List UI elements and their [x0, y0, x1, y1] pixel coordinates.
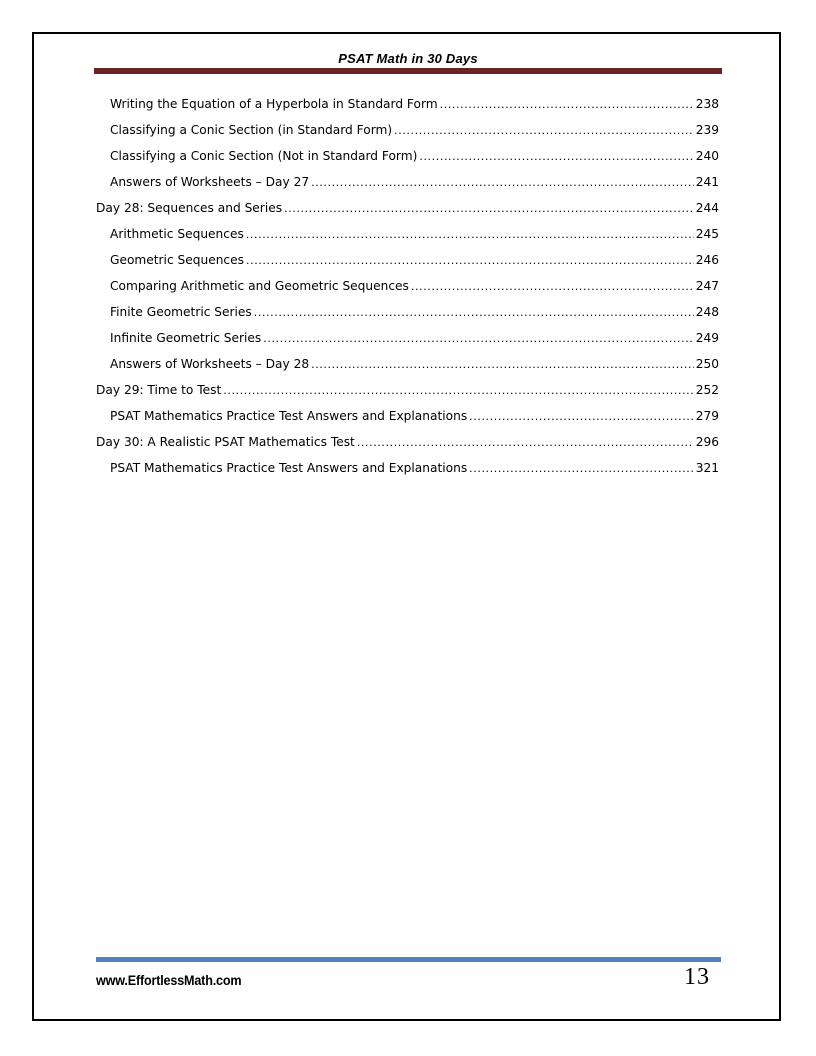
- toc-entry-page: 246: [694, 250, 719, 270]
- toc-dot-leader: [246, 251, 694, 271]
- toc-entry-page: 296: [694, 432, 719, 452]
- toc-dot-leader: [223, 381, 693, 401]
- footer-website[interactable]: www.EffortlessMath.com: [96, 972, 242, 988]
- toc-entry-title: Classifying a Conic Section (in Standard Form): [110, 120, 394, 140]
- toc-section-entry[interactable]: [96, 146, 719, 172]
- toc-entry-page: 247: [694, 276, 719, 296]
- toc-entry-title: Day 29: Time to Test: [96, 380, 223, 400]
- toc-entry-page: 249: [694, 328, 719, 348]
- toc-section-entry[interactable]: [96, 328, 719, 354]
- toc-entry-page: 240: [694, 146, 719, 166]
- toc-entry-page: 279: [694, 406, 719, 426]
- toc-day-entry[interactable]: [96, 198, 719, 224]
- toc-entry-page: 241: [694, 172, 719, 192]
- toc-entry-title: Infinite Geometric Series: [110, 328, 263, 348]
- toc-entry-title: Finite Geometric Series: [110, 302, 254, 322]
- toc-entry-page: 252: [694, 380, 719, 400]
- toc-dot-leader: [419, 147, 693, 167]
- toc-entry-page: 245: [694, 224, 719, 244]
- toc-section-entry[interactable]: [96, 406, 719, 432]
- toc-dot-leader: [246, 225, 694, 245]
- toc-dot-leader: [311, 355, 694, 375]
- toc-entry-page: 239: [694, 120, 719, 140]
- toc-entry-title: Day 30: A Realistic PSAT Mathematics Test: [96, 432, 357, 452]
- toc-section-entry[interactable]: [96, 458, 719, 484]
- toc-section-entry[interactable]: [96, 120, 719, 146]
- toc-dot-leader: [411, 277, 694, 297]
- toc-entry-title: Classifying a Conic Section (Not in Standard Form): [110, 146, 419, 166]
- toc-section-entry[interactable]: [96, 94, 719, 120]
- toc-entry-title: Arithmetic Sequences: [110, 224, 246, 244]
- toc-section-entry[interactable]: [96, 276, 719, 302]
- toc-entry-title: PSAT Mathematics Practice Test Answers and Explanations: [110, 406, 469, 426]
- toc-dot-leader: [263, 329, 693, 349]
- toc-dot-leader: [469, 407, 694, 427]
- toc-section-entry[interactable]: [96, 302, 719, 328]
- toc-day-entry[interactable]: [96, 432, 719, 458]
- table-of-contents: [96, 94, 719, 484]
- toc-dot-leader: [254, 303, 694, 323]
- toc-dot-leader: [469, 459, 694, 479]
- toc-section-entry[interactable]: [96, 354, 719, 380]
- toc-entry-title: Writing the Equation of a Hyperbola in Standard Form: [110, 94, 440, 114]
- toc-section-entry[interactable]: [96, 224, 719, 250]
- toc-entry-page: 250: [694, 354, 719, 374]
- toc-entry-title: Answers of Worksheets – Day 27: [110, 172, 311, 192]
- toc-entry-page: 321: [694, 458, 719, 478]
- toc-dot-leader: [440, 95, 694, 115]
- page-number: 13: [684, 964, 710, 990]
- running-header-title: PSAT Math in 30 Days: [338, 51, 478, 66]
- toc-dot-leader: [284, 199, 694, 219]
- toc-entry-page: 244: [694, 198, 719, 218]
- toc-entry-title: Day 28: Sequences and Series: [96, 198, 284, 218]
- toc-entry-title: Comparing Arithmetic and Geometric Sequences: [110, 276, 411, 296]
- header-rule: [94, 68, 722, 74]
- toc-section-entry[interactable]: [96, 250, 719, 276]
- toc-entry-title: PSAT Mathematics Practice Test Answers and Explanations: [110, 458, 469, 478]
- toc-entry-page: 238: [694, 94, 719, 114]
- footer-rule: [96, 957, 721, 962]
- toc-dot-leader: [394, 121, 694, 141]
- toc-entry-title: Geometric Sequences: [110, 250, 246, 270]
- toc-dot-leader: [357, 433, 694, 453]
- toc-dot-leader: [311, 173, 694, 193]
- toc-day-entry[interactable]: [96, 380, 719, 406]
- toc-section-entry[interactable]: [96, 172, 719, 198]
- toc-entry-page: 248: [694, 302, 719, 322]
- toc-entry-title: Answers of Worksheets – Day 28: [110, 354, 311, 374]
